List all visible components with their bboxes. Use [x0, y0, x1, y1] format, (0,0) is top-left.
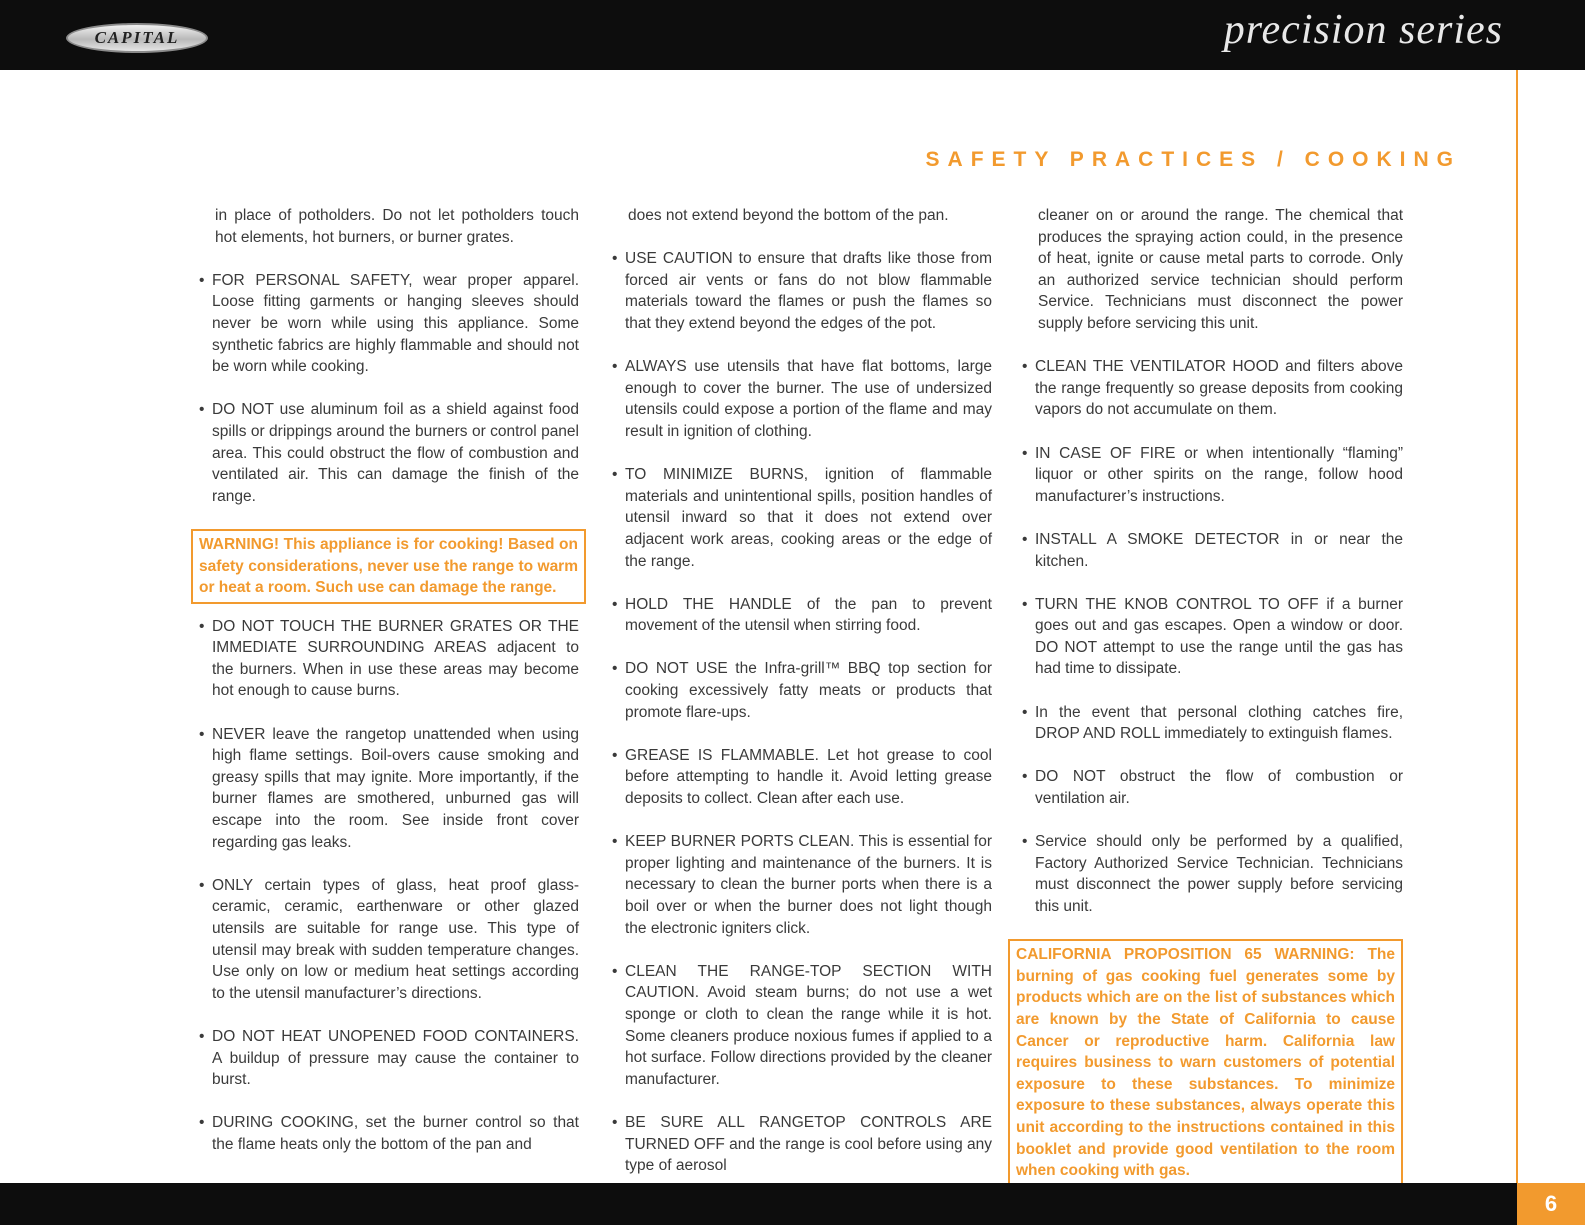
bullet-icon: •: [1022, 703, 1028, 721]
bullet-icon: •: [199, 401, 205, 419]
bullet-icon: •: [199, 1114, 205, 1132]
item-text: DO NOT use aluminum foil as a shield against food spills or drippings around the burners or control panel area. This could obstruct the flow of combustion and ventilated air. This can damage the finish of the range.: [212, 401, 579, 505]
safety-bullet-item: [610, 745, 992, 810]
safety-bullet-item: [1020, 702, 1403, 745]
safety-bullet-item: [1020, 831, 1403, 917]
bullet-icon: •: [1022, 530, 1028, 548]
item-text: DO NOT obstruct the flow of combustion or ventilation air.: [1035, 768, 1403, 808]
bullet-icon: •: [1022, 768, 1028, 786]
safety-bullet-item: [197, 616, 579, 702]
section-title: SAFETY PRACTICES / COOKING: [925, 148, 1461, 171]
safety-bullet-item: [197, 1112, 579, 1155]
logo-text: CAPITAL: [94, 28, 180, 47]
item-text: BE SURE ALL RANGETOP CONTROLS ARE TURNED OFF and the range is cool before using any type of aerosol: [625, 1113, 993, 1175]
bullet-icon: •: [1022, 358, 1028, 376]
column-2: [610, 205, 992, 1198]
safety-bullet-item: [1020, 443, 1403, 508]
item-text: in place of potholders. Do not let potholders touch hot elements, hot burners, or burner grates.: [215, 207, 579, 246]
bullet-icon: •: [1022, 595, 1028, 613]
item-text: DO NOT HEAT UNOPENED FOOD CONTAINERS. A buildup of pressure may cause the container to burst.: [212, 1027, 579, 1089]
item-text: NEVER leave the rangetop unattended when using high flame settings. Boil-overs cause smoking and greasy spills that may ignite. More importantly, if the burner flames are smothered, unburned gas will escape into the room. See inside front cover regarding gas leaks.: [212, 725, 579, 851]
bullet-icon: •: [1022, 833, 1028, 851]
item-text: CLEAN THE RANGE-TOP SECTION WITH CAUTION. Avoid steam burns; do not use a wet sponge or cloth to clean the range while it is hot. Some cleaners produce noxious fumes if applied to a hot surface. Follow directions provided by the cleaner manufacturer.: [625, 962, 992, 1088]
warning-box: CALIFORNIA PROPOSITION 65 WARNING: The burning of gas cooking fuel generates some by products which are on the list of substances which are known by the State of California to cause Cancer or reproductive harm. California law requires business to warn customers of potential exposure to these substances. To minimize exposure to these substances, always operate this unit according to the instructions contained in this booklet and provide good ventilation to the room when cooking with gas.: [1008, 939, 1403, 1187]
safety-bullet-item: [1020, 529, 1403, 572]
continued-paragraph: [197, 205, 579, 248]
bullet-icon: •: [1022, 444, 1028, 462]
safety-bullet-item: [610, 658, 992, 723]
item-text: USE CAUTION to ensure that drafts like those from forced air vents or fans do not blow flammable materials toward the flames or push the flames so that they extend beyond the edges of the pot.: [625, 250, 992, 332]
safety-bullet-item: [197, 270, 579, 378]
bullet-icon: •: [199, 725, 205, 743]
item-text: TO MINIMIZE BURNS, ignition of flammable materials and unintentional spills, position handles of utensil inward so that it does not extend over adjacent work areas, cooking areas or the edge of the range.: [625, 466, 992, 570]
safety-bullet-item: [610, 464, 992, 572]
column-1: [197, 205, 579, 1177]
item-text: FOR PERSONAL SAFETY, wear proper apparel. Loose fitting garments or hanging sleeves should never be worn while using this appliance. Some synthetic fabrics are highly flammable and should not be worn while cooking.: [212, 271, 579, 376]
item-text: KEEP BURNER PORTS CLEAN. This is essential for proper lighting and maintenance of the burners. It is necessary to clean the burner ports when there is a boil over or when the burner does not light though the electronic igniters click.: [625, 833, 992, 937]
bullet-icon: •: [199, 1027, 205, 1045]
series-title: precision series: [1223, 7, 1503, 53]
safety-bullet-item: [1020, 766, 1403, 809]
item-text: Service should only be performed by a qualified, Factory Authorized Service Technician. Technicians must disconnect the power supply before servicing this unit.: [1035, 833, 1403, 915]
safety-bullet-item: [610, 594, 992, 637]
item-text: IN CASE OF FIRE or when intentionally “flaming” liquor or other spirits on the range, follow hood manufacturer’s instructions.: [1035, 444, 1403, 505]
safety-bullet-item: [1020, 594, 1403, 680]
safety-bullet-item: [197, 724, 579, 854]
item-text: TURN THE KNOB CONTROL TO OFF if a burner goes out and gas escapes. Open a window or door. DO NOT attempt to use the range until the gas has had time to dissipate.: [1035, 595, 1403, 678]
item-text: does not extend beyond the bottom of the pan.: [628, 207, 949, 224]
bullet-icon: •: [612, 358, 618, 376]
bullet-icon: •: [612, 746, 618, 764]
column-3: [1016, 205, 1403, 1199]
safety-bullet-item: [610, 831, 992, 939]
bullet-icon: •: [612, 660, 618, 678]
page-number: 6: [1517, 1183, 1585, 1225]
item-text: DO NOT USE the Infra-grill™ BBQ top section for cooking excessively fatty meats or products that promote flare-ups.: [625, 660, 992, 721]
footer-bar: [0, 1183, 1585, 1225]
item-text: DURING COOKING, set the burner control so that the flame heats only the bottom of the pan and: [212, 1114, 579, 1153]
item-text: INSTALL A SMOKE DETECTOR in or near the kitchen.: [1035, 530, 1403, 570]
item-text: cleaner on or around the range. The chemical that produces the spraying action could, in the presence of heat, ignite or cause metal parts to corrode. Only an authorized service technician should perform Service. Technicians must disconnect the power supply before servicing this unit.: [1038, 207, 1403, 332]
accent-divider: [1516, 70, 1518, 1184]
bullet-icon: •: [612, 595, 618, 613]
bullet-icon: •: [612, 1113, 618, 1131]
bullet-icon: •: [612, 466, 618, 484]
safety-bullet-item: [1020, 356, 1403, 421]
safety-bullet-item: [197, 875, 579, 1005]
capital-logo: [66, 23, 208, 53]
safety-bullet-item: [197, 1026, 579, 1091]
item-text: GREASE IS FLAMMABLE. Let hot grease to cool before attempting to handle it. Avoid letting grease deposits to collect. Clean after each use.: [625, 746, 992, 808]
item-text: ONLY certain types of glass, heat proof glass-ceramic, ceramic, earthenware or other glazed utensils are suitable for range use. This type of utensil may break with sudden temperature changes. Use only on low or medium heat settings according to the utensil manufacturer’s directions.: [212, 876, 579, 1002]
safety-bullet-item: [610, 961, 992, 1091]
bullet-icon: •: [199, 271, 205, 289]
safety-bullet-item: [610, 1112, 992, 1177]
safety-bullet-item: [610, 356, 992, 442]
safety-bullet-item: [197, 399, 579, 507]
item-text: CLEAN THE VENTILATOR HOOD and filters above the range frequently so grease deposits from cooking vapors do not accumulate on them.: [1035, 358, 1403, 419]
item-text: In the event that personal clothing catches fire, DROP AND ROLL immediately to extinguish flames.: [1035, 703, 1403, 743]
safety-bullet-item: [610, 248, 992, 334]
item-text: ALWAYS use utensils that have flat bottoms, large enough to cover the burner. The use of undersized utensils could expose a portion of the flame and may result in ignition of clothing.: [625, 358, 992, 440]
warning-box: WARNING! This appliance is for cooking! Based on safety considerations, never use the range to warm or heat a room. Such use can damage the range.: [191, 529, 586, 604]
bullet-icon: •: [199, 617, 205, 635]
bullet-icon: •: [612, 962, 618, 980]
bullet-icon: •: [612, 833, 618, 851]
continued-paragraph: [1020, 205, 1403, 335]
item-text: DO NOT TOUCH THE BURNER GRATES OR THE IMMEDIATE SURROUNDING AREAS adjacent to the burners. When in use these areas may become hot enough to cause burns.: [212, 617, 579, 700]
bullet-icon: •: [612, 250, 618, 268]
item-text: HOLD THE HANDLE of the pan to prevent movement of the utensil when stirring food.: [625, 595, 992, 635]
header-bar: [0, 0, 1585, 70]
continued-paragraph: [610, 205, 992, 227]
bullet-icon: •: [199, 876, 205, 894]
